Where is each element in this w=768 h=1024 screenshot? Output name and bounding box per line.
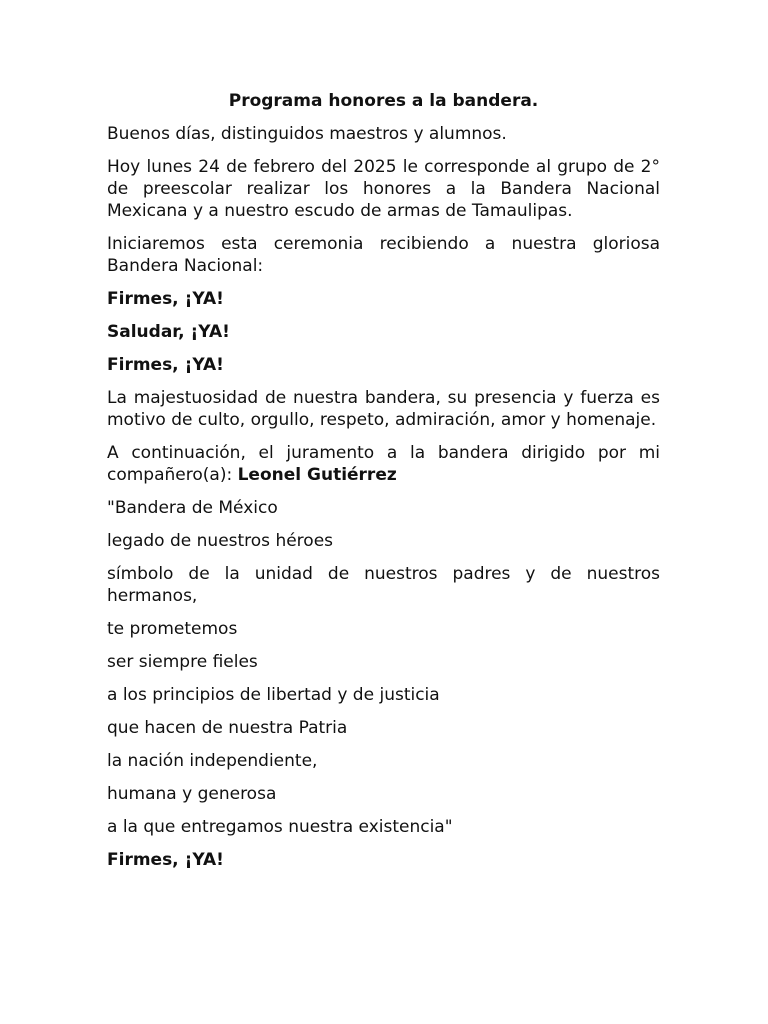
command-firmes-2: Firmes, ¡YA! <box>107 355 224 375</box>
oath-intro-text: A continuación, el juramento a la bandera dirigido por mi compañero(a): <box>107 443 660 485</box>
oath-line: a la que entregamos nuestra existencia" <box>107 817 453 837</box>
majesty-paragraph: La majestuosidad de nuestra bandera, su presencia y fuerza es motivo de culto, orgullo, respeto, admiración, amor y homenaje. <box>107 388 660 430</box>
oath-line: símbolo de la unidad de nuestros padres y de nuestros hermanos, <box>107 564 660 606</box>
command-firmes-3: Firmes, ¡YA! <box>107 850 224 870</box>
oath-line: ser siempre fieles <box>107 652 258 672</box>
oath-line: te prometemos <box>107 619 238 639</box>
oath-line: legado de nuestros héroes <box>107 531 334 551</box>
document-page <box>107 90 660 882</box>
oath-line: "Bandera de México <box>107 498 278 518</box>
oath-line: que hacen de nuestra Patria <box>107 718 348 738</box>
oath-intro-paragraph <box>107 442 660 486</box>
command-firmes-1: Firmes, ¡YA! <box>107 289 224 309</box>
greeting-paragraph: Buenos días, distinguidos maestros y alumnos. <box>107 124 507 144</box>
oath-line: la nación independiente, <box>107 751 318 771</box>
intro-paragraph: Hoy lunes 24 de febrero del 2025 le corresponde al grupo de 2° de preescolar realizar los honores a la Bandera Nacional Mexicana y a nuestro escudo de armas de Tamaulipas. <box>107 157 660 221</box>
oath-line: humana y generosa <box>107 784 277 804</box>
oath-leader-name: Leonel Gutiérrez <box>237 465 397 485</box>
oath-line: a los principios de libertad y de justicia <box>107 685 440 705</box>
ceremony-start-paragraph: Iniciaremos esta ceremonia recibiendo a nuestra gloriosa Bandera Nacional: <box>107 234 660 276</box>
command-saludar: Saludar, ¡YA! <box>107 322 230 342</box>
document-title: Programa honores a la bandera. <box>228 91 539 111</box>
